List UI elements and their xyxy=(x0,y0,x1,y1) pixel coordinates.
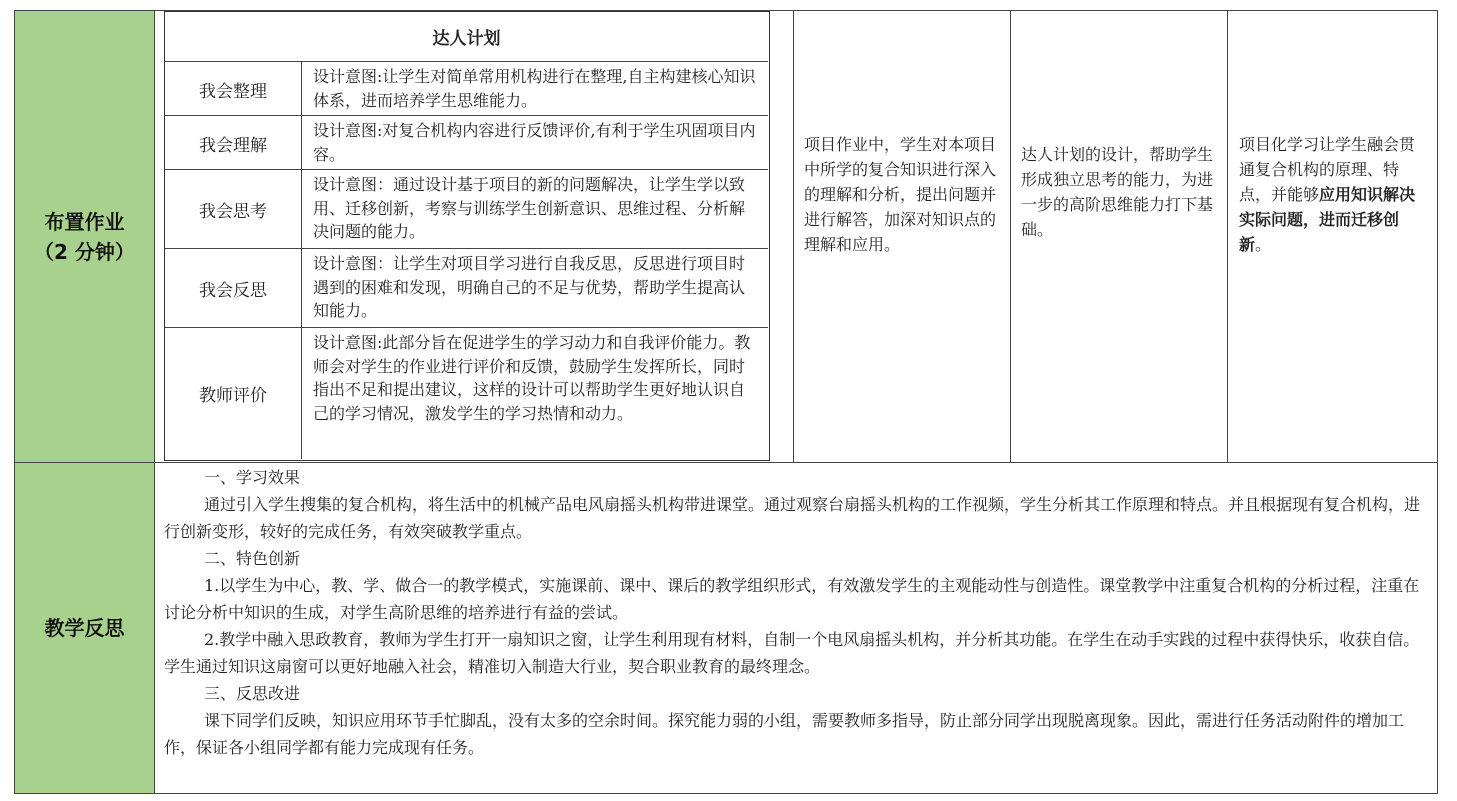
plan-row xyxy=(165,116,768,170)
table-border-mid xyxy=(14,462,1438,463)
plan-row-text: 设计意图:对复合机构内容进行反馈评价,有利于学生巩固项目内容。 xyxy=(313,121,756,164)
plan-row-text: 设计意图：让学生对项目学习进行自我反思，反思进行项目时遇到的困难和发现，明确自己的不足与优势，帮助学生提高认知能力。 xyxy=(313,254,746,320)
assignment-heading-line1: 布置作业 xyxy=(44,209,125,234)
plan-row xyxy=(165,62,768,116)
plan-row xyxy=(165,170,768,249)
plan-table xyxy=(164,11,770,461)
table-border-bottom xyxy=(14,793,1438,794)
plan-row-label: 我会整理 xyxy=(165,62,302,116)
reflection-heading-cell xyxy=(15,462,154,793)
assignment-heading xyxy=(34,207,135,267)
table-border-label xyxy=(154,10,155,794)
plan-row-label: 我会反思 xyxy=(165,249,302,328)
assignment-heading-line2: （2 分钟） xyxy=(34,239,135,264)
plan-row-text: 设计意图：通过设计基于项目的新的问题解决，让学生学以致用、迁移创新，考察与训练学生创新意识、思维过程、分析解决问题的能力。 xyxy=(313,175,746,241)
table-border-left xyxy=(14,10,15,794)
reflection-paragraph: 课下同学们反映，知识应用环节手忙脚乱，没有太多的空余时间。探究能力弱的小组，需要教师多指导，防止部分同学出现脱离现象。因此，需进行任务活动附件的增加工作，保证各小组同学都有能力完成现有任务。 xyxy=(164,711,1405,757)
reflection-body xyxy=(164,464,1426,761)
reflection-heading: 教学反思 xyxy=(44,615,125,640)
col-divider-4 xyxy=(1227,10,1228,462)
reflection-paragraph: 通过引入学生搜集的复合机构，将生活中的机械产品电风扇摇头机构带进课堂。通过观察台扇摇头机构的工作视频，学生分析其工作原理和特点。并且根据现有复合机构，进行创新变形，较好的完成任务，有效突破教学重点。 xyxy=(164,495,1421,541)
project-learning-prefix: 项目化学习让学生融会贯通复合机构的原理、特点，并能够 xyxy=(1239,135,1416,204)
reflection-paragraph: 三、反思改进 xyxy=(204,684,301,703)
project-learning-bold: 应用知识解决实际问题，进而迁移创新 xyxy=(1239,185,1416,254)
plan-row-label: 我会理解 xyxy=(165,116,302,170)
plan-row-text: 设计意图:让学生对简单常用机构进行在整理,自主构建核心知识体系，进而培养学生思维能力。 xyxy=(313,67,756,110)
plan-row xyxy=(165,328,768,459)
plan-row-label: 我会思考 xyxy=(165,170,302,249)
project-learning-cell xyxy=(1239,132,1425,257)
plan-row xyxy=(165,249,768,328)
plan-design-cell: 达人计划的设计，帮助学生形成独立思考的能力，为进一步的高阶思维能力打下基础。 xyxy=(1021,145,1214,239)
col-divider-3 xyxy=(1010,10,1011,462)
col-divider-2 xyxy=(793,10,794,462)
reflection-paragraph: 1.以学生为中心，教、学、做合一的教学模式，实施课前、课中、课后的教学组织形式，有效激发学生的主观能动性与创造性。课堂教学中注重复合机构的分析过程，注重在讨论分析中知识的生成，对学生高阶思维的培养进行有益的尝试。 xyxy=(164,576,1420,622)
plan-title: 达人计划 xyxy=(165,12,768,62)
plan-row-label: 教师评价 xyxy=(165,328,302,459)
reflection-paragraph: 一、学习效果 xyxy=(204,468,301,487)
project-analysis-cell: 项目作业中，学生对本项目中所学的复合知识进行深入的理解和分析，提出问题并进行解答，加深对知识点的理解和应用。 xyxy=(804,135,997,254)
assignment-heading-cell xyxy=(15,11,154,462)
reflection-paragraph: 二、特色创新 xyxy=(204,549,301,568)
reflection-paragraph: 2.教学中融入思政教育，教师为学生打开一扇知识之窗，让学生利用现有材料，自制一个电风扇摇头机构，并分析其功能。在学生在动手实践的过程中获得快乐，收获自信。学生通过知识这扇窗可以更好地融入社会，精准切入制造大行业，契合职业教育的最终理念。 xyxy=(164,630,1420,676)
table-border-right xyxy=(1437,10,1438,794)
plan-row-text: 设计意图:此部分旨在促进学生的学习动力和自我评价能力。教师会对学生的作业进行评价和反馈，鼓励学生发挥所长，同时指出不足和提出建议，这样的设计可以帮助学生更好地认识自己的学习情况，激发学生的学习热情和动力。 xyxy=(313,333,751,423)
project-learning-suffix: 。 xyxy=(1255,235,1272,254)
